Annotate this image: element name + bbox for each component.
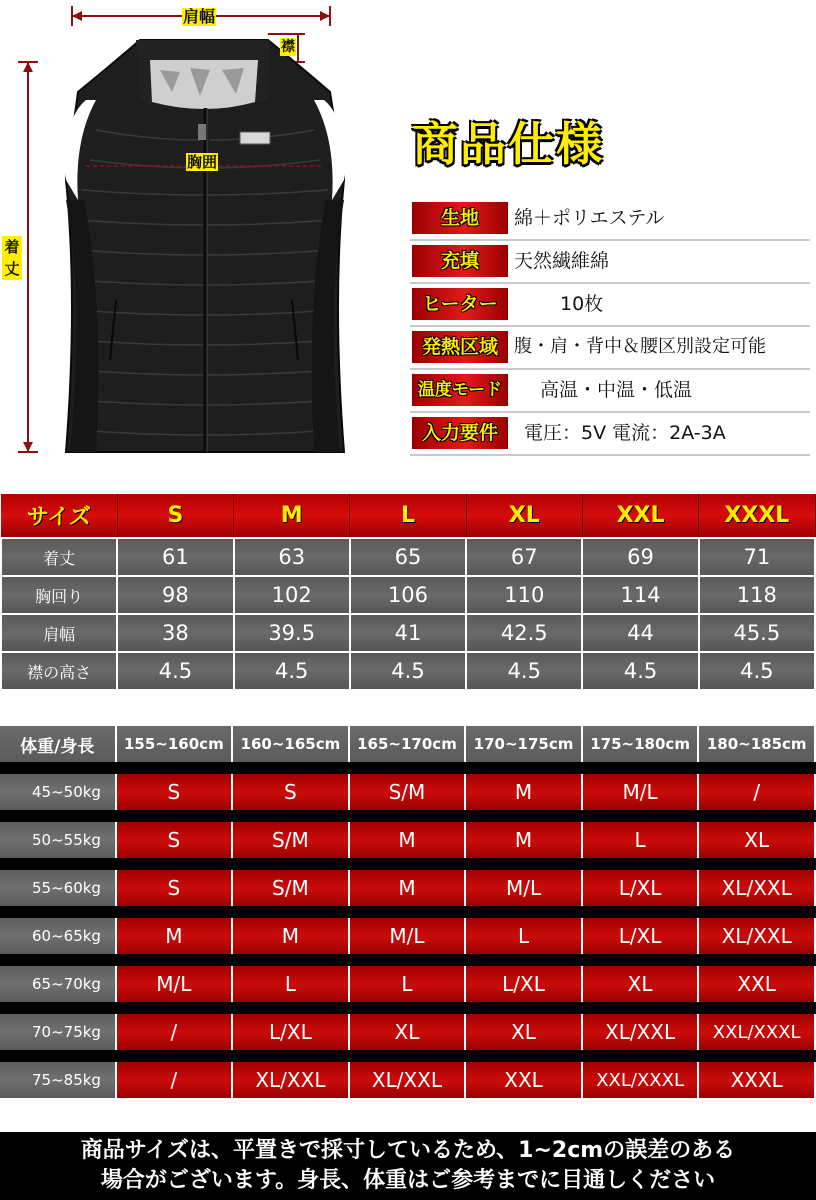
table-cell: S xyxy=(117,774,234,810)
header-cell: 165~170cm xyxy=(350,726,467,762)
table-cell: 110 xyxy=(466,576,582,614)
table-cell: 38 xyxy=(117,614,233,652)
spec-value: 天然繊維綿 xyxy=(514,250,610,272)
table-cell: 98 xyxy=(117,576,233,614)
table-cell: XXL/XXXL xyxy=(583,1062,700,1098)
table-cell: M xyxy=(466,774,583,810)
table-cell: XXXL xyxy=(699,1062,816,1098)
table-cell: L/XL xyxy=(583,870,700,906)
collar-height-label: 襟 xyxy=(281,39,295,55)
recommend-table xyxy=(0,726,816,1098)
spec-title: 商品仕様 xyxy=(412,117,604,171)
row-header: 55~60kg xyxy=(0,870,117,906)
spec-row xyxy=(410,198,810,241)
table-cell: L/XL xyxy=(233,1014,350,1050)
spec-value: 綿＋ポリエステル xyxy=(514,207,665,229)
table-cell: / xyxy=(117,1062,234,1098)
spec-key: 温度モード xyxy=(412,374,508,406)
spec-value: 腹・肩・背中＆腰区別設定可能 xyxy=(514,336,766,357)
table-row xyxy=(0,966,816,1002)
spec-key: 入力要件 xyxy=(412,417,508,449)
chest-label: 胸囲 xyxy=(187,153,218,171)
table-cell: 65 xyxy=(350,538,466,576)
table-cell: L/XL xyxy=(583,918,700,954)
table-cell: XL xyxy=(466,1014,583,1050)
table-cell: M xyxy=(117,918,234,954)
table-row xyxy=(0,918,816,954)
table-cell: XL/XXL xyxy=(699,870,816,906)
row-header: 襟の高さ xyxy=(1,652,117,690)
table-cell: S/M xyxy=(233,822,350,858)
row-divider xyxy=(0,762,816,774)
row-header: 肩幅 xyxy=(1,614,117,652)
table-row xyxy=(1,652,815,690)
row-header: 胸回り xyxy=(1,576,117,614)
table-cell: XL xyxy=(699,822,816,858)
table-row xyxy=(0,870,816,906)
table-cell: XXL xyxy=(466,1062,583,1098)
table-cell: 61 xyxy=(117,538,233,576)
size-header-cell: S xyxy=(117,494,233,538)
row-divider xyxy=(0,906,816,918)
spec-key: 発熱区域 xyxy=(412,331,508,363)
spec-list xyxy=(410,198,810,456)
table-cell: / xyxy=(117,1014,234,1050)
table-cell: L xyxy=(583,822,700,858)
row-header: 45~50kg xyxy=(0,774,117,810)
table-cell: 106 xyxy=(350,576,466,614)
row-divider xyxy=(0,1050,816,1062)
table-cell: M/L xyxy=(117,966,234,1002)
size-header-cell: XXL xyxy=(582,494,698,538)
table-cell: S xyxy=(117,822,234,858)
table-cell: M xyxy=(350,822,467,858)
table-row xyxy=(0,822,816,858)
table-cell: XL/XXL xyxy=(583,1014,700,1050)
table-cell: / xyxy=(699,774,816,810)
table-row xyxy=(1,614,815,652)
table-cell: 114 xyxy=(582,576,698,614)
spec-value: 電圧：5V 電流：2A-3A xyxy=(524,422,726,444)
row-header: 着丈 xyxy=(1,538,117,576)
row-divider xyxy=(0,954,816,966)
shoulder-width-label: 肩幅 xyxy=(183,7,216,26)
table-cell: XL xyxy=(350,1014,467,1050)
size-header-row xyxy=(1,494,815,538)
spec-value: 10枚 xyxy=(560,293,604,315)
table-cell: XL/XXL xyxy=(233,1062,350,1098)
header-cell: 170~175cm xyxy=(466,726,583,762)
table-cell: 44 xyxy=(582,614,698,652)
spec-row xyxy=(410,370,810,413)
table-row xyxy=(1,576,815,614)
table-row xyxy=(0,1062,816,1098)
table-cell: 41 xyxy=(350,614,466,652)
table-cell: S xyxy=(233,774,350,810)
table-cell: 4.5 xyxy=(466,652,582,690)
table-cell: XL xyxy=(583,966,700,1002)
table-cell: M/L xyxy=(466,870,583,906)
table-cell: L/XL xyxy=(466,966,583,1002)
size-header-cell: XXXL xyxy=(699,494,815,538)
header-cell: 160~165cm xyxy=(233,726,350,762)
size-header-cell: L xyxy=(350,494,466,538)
table-cell: 67 xyxy=(466,538,582,576)
table-cell: 71 xyxy=(699,538,815,576)
spec-row xyxy=(410,284,810,327)
row-header: 50~55kg xyxy=(0,822,117,858)
row-divider xyxy=(0,858,816,870)
table-cell: S/M xyxy=(350,774,467,810)
table-cell: XL/XXL xyxy=(699,918,816,954)
table-cell: 69 xyxy=(582,538,698,576)
table-cell: M xyxy=(466,822,583,858)
spec-key: 生地 xyxy=(412,202,508,234)
size-header-cell: XL xyxy=(466,494,582,538)
spec-key: ヒーター xyxy=(412,288,508,320)
table-cell: XL/XXL xyxy=(350,1062,467,1098)
row-header: 75~85kg xyxy=(0,1062,117,1098)
header-cell: 155~160cm xyxy=(117,726,234,762)
table-row xyxy=(0,774,816,810)
length-label: 着丈 xyxy=(2,236,22,280)
header-cell: 体重/身長 xyxy=(0,726,117,762)
row-header: 60~65kg xyxy=(0,918,117,954)
table-cell: 4.5 xyxy=(234,652,350,690)
spec-key: 充填 xyxy=(412,245,508,277)
table-cell: L xyxy=(466,918,583,954)
vest-illustration xyxy=(0,0,400,470)
table-cell: 4.5 xyxy=(699,652,815,690)
table-cell: M/L xyxy=(350,918,467,954)
table-row xyxy=(0,1014,816,1050)
recommend-header-row xyxy=(0,726,816,762)
spec-value: 高温・中温・低温 xyxy=(540,379,693,401)
table-cell: M xyxy=(350,870,467,906)
table-cell: 45.5 xyxy=(699,614,815,652)
table-cell: 42.5 xyxy=(466,614,582,652)
table-cell: 102 xyxy=(234,576,350,614)
footer-note xyxy=(0,1132,816,1200)
header-cell: 180~185cm xyxy=(699,726,816,762)
row-header: 70~75kg xyxy=(0,1014,117,1050)
table-cell: S xyxy=(117,870,234,906)
vest-diagram xyxy=(0,0,400,470)
table-cell: M xyxy=(233,918,350,954)
table-cell: XXL xyxy=(699,966,816,1002)
table-cell: M/L xyxy=(583,774,700,810)
spec-row xyxy=(410,413,810,456)
table-cell: S/M xyxy=(233,870,350,906)
table-cell: 4.5 xyxy=(582,652,698,690)
row-header: 65~70kg xyxy=(0,966,117,1002)
row-divider xyxy=(0,1002,816,1014)
table-cell: L xyxy=(233,966,350,1002)
table-cell: 63 xyxy=(234,538,350,576)
footer-line-2: 場合がございます。身長、体重はご参考までに目通しください xyxy=(100,1168,716,1193)
size-header-cell: M xyxy=(234,494,350,538)
table-cell: XXL/XXXL xyxy=(699,1014,816,1050)
table-cell: 39.5 xyxy=(234,614,350,652)
spec-row xyxy=(410,327,810,370)
header-cell: 175~180cm xyxy=(583,726,700,762)
table-cell: 4.5 xyxy=(117,652,233,690)
size-header-cell: サイズ xyxy=(1,494,117,538)
spec-row xyxy=(410,241,810,284)
table-cell: 4.5 xyxy=(350,652,466,690)
row-divider xyxy=(0,810,816,822)
table-cell: L xyxy=(350,966,467,1002)
table-cell: 118 xyxy=(699,576,815,614)
footer-line-1: 商品サイズは、平置きで採寸しているため、1~2cmの誤差のある xyxy=(80,1138,736,1163)
size-table xyxy=(0,494,816,691)
table-row xyxy=(1,538,815,576)
